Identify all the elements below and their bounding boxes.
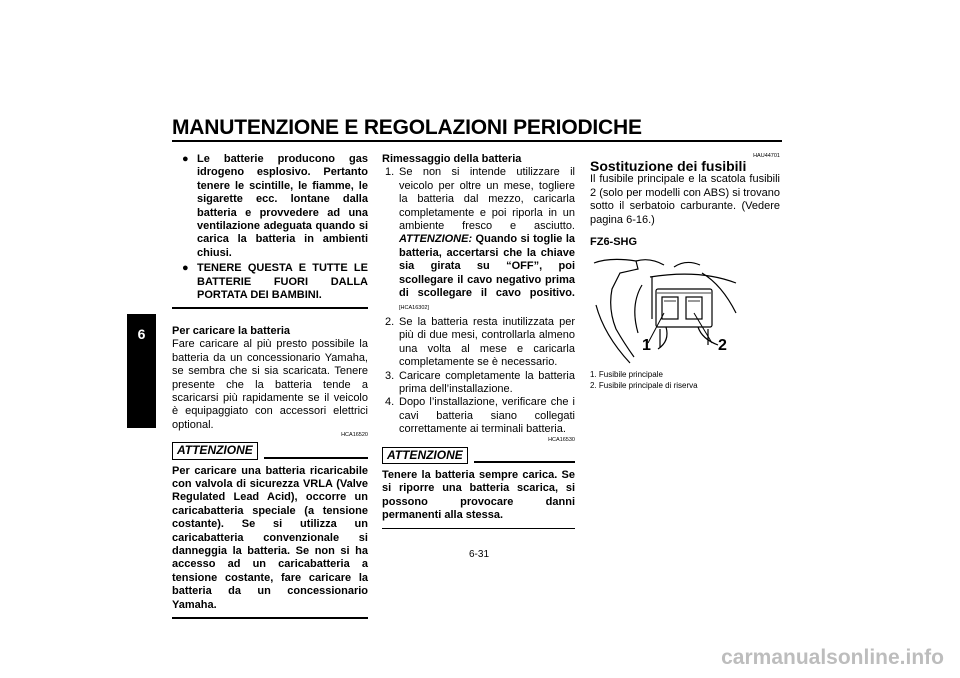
fuse-figure (590, 255, 738, 365)
model-label: FZ6-SHG (590, 236, 638, 249)
watermark: carmanualsonline.info (721, 646, 944, 669)
caption: 1. Fusibile principale (590, 370, 663, 380)
callout-1: 1 (642, 337, 651, 355)
divider (382, 528, 575, 530)
column-3 (590, 153, 780, 391)
reference-code: [HCA16302] (399, 305, 429, 312)
attention-label: ATTENZIONE (172, 442, 258, 459)
section-text: Fare caricare al più presto possibile la batteria da un concessionario Yamaha, se sembra che si sia scaricata. Tenere presente che la batteria tende a scaricarsi più rapidamente se il veicolo è equipaggiato con accessori elettrici optional. (172, 338, 368, 431)
attention-text: Per caricare una batteria ricaricabile con valvola di sicurezza VRLA (Valve Regulated Lead Acid), occorre un caricabatteria speciale (a tensione costante). Se si utilizza un caricabatteria convenzionale si danneggia la batteria. Se non si ha accesso ad un caricabatteria a tensione costante, fare caricare la batteria da un concessionario Yamaha. (172, 464, 368, 611)
divider (474, 461, 575, 463)
warning-item: ● TENERE QUESTA E TUTTE LE BATTERIE FUORI DALLA PORTATA DEI BAMBINI. (182, 262, 368, 302)
bullet-icon: ● (182, 153, 189, 165)
divider (172, 307, 368, 309)
section-title: Per caricare la batteria (172, 324, 291, 337)
list-item: 3. Caricare completamente la batteria prima dell’installazione. (385, 369, 575, 395)
list-item: 1. Se non si intende utilizzare il veicolo per oltre un mese, togliere la batteria dal mezzo, caricarla completamente e poi riporla in un ambiente fresco e asciutto. ATTENZIONE: Quando si toglie la batteria, accertarsi che la chiave sia girata su “OFF”, poi scollegare il cavo negativo prima di scollegare il cavo positivo. [HCA16302] (385, 166, 575, 312)
page-number: 6-31 (469, 549, 490, 560)
bullet-icon: ● (182, 262, 189, 275)
storage-steps (382, 166, 575, 436)
divider (264, 457, 368, 459)
figure-captions (590, 369, 780, 391)
section-title: Rimessaggio della batteria (382, 153, 522, 165)
reference-code: HCA16520 (341, 432, 368, 439)
divider (172, 617, 368, 619)
attention-label: ATTENZIONE (382, 447, 468, 464)
page-title: MANUTENZIONE E REGOLAZIONI PERIODICHE (172, 116, 642, 139)
column-2 (382, 153, 575, 534)
attention-header (172, 442, 368, 459)
attention-text: Tenere la batteria sempre carica. Se si riporre una batteria scarica, si possono provocare danni permanenti alla stessa. (382, 468, 575, 522)
title-rule (172, 140, 782, 142)
attention-inline-text: Quando si toglie la batteria, accertarsi che la chiave sia girata su “OFF”, poi scollegare il cavo negativo prima di scollegare il cavo positivo. (399, 233, 575, 300)
callout-2: 2 (718, 337, 727, 355)
caption: 2. Fusibile principale di riserva (590, 381, 698, 391)
chapter-tab: 6 (127, 314, 156, 428)
section-text: Il fusibile principale e la scatola fusibili 2 (solo per modelli con ABS) si trovano sotto il serbatoio carburante. (Vedere pagina 6-16.) (590, 173, 780, 226)
attention-header (382, 447, 575, 464)
warning-item: ● Le batterie producono gas idrogeno esplosivo. Pertanto tenere le scintille, le fiamme, le sigarette ecc. lontane dalla batteria e provvedere ad una ventilazione adeguata quando si carica la batteria in ambienti chiusi. (182, 153, 368, 259)
section-title: Sostituzione dei fusibili (590, 158, 747, 174)
attention-inline-label: ATTENZIONE: (399, 233, 473, 246)
list-item: 4. Dopo l’installazione, verificare che i cavi batteria siano collegati correttamente ai terminali batteria. (385, 396, 575, 436)
reference-code: HCA16530 (548, 436, 575, 443)
column-1 (172, 153, 368, 624)
fuse-diagram (590, 255, 738, 365)
reference-code: HAU44701 (753, 153, 780, 159)
list-item: 2. Se la batteria resta inutilizzata per più di due mesi, controllarla almeno una volta al mese e caricarla completamente se è necessario. (385, 315, 575, 369)
